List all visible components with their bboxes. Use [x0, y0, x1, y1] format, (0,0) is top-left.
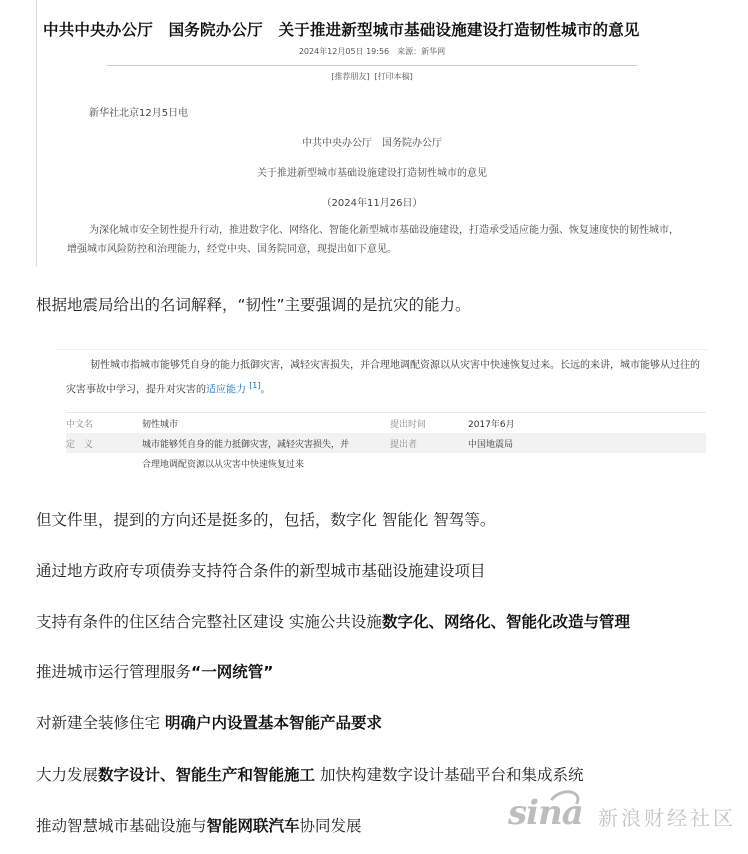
point-item: 大力发展数字设计、智能生产和智能施工 加快构建数字设计基础平台和集成系统: [36, 766, 584, 784]
intro-paragraph: 为深化城市安全韧性提升行动，推进数字化、网络化、智能化新型城市基础设施建设，打造承受适应能力强、恢复速度快的韧性城市，增强城市风险防控和治理能力，经党中央、国务院同意，现提出如下意见。: [67, 225, 679, 255]
article-screenshot: [36, 0, 707, 266]
comment-text: 根据地震局给出的名词解释，“韧性”主要强调的是抗灾的能力。: [36, 296, 471, 314]
doc-title: 关于推进新型城市基础设施建设打造韧性城市的意见: [257, 168, 487, 179]
info-row: 定 义 城市能够凭自身的能力抵御灾害，减轻灾害损失，并 提出者 中国地震局: [66, 433, 706, 453]
info-row: 中文名 韧性城市 提出时间 2017年6月: [66, 420, 515, 430]
point-item: 推动智慧城市基础设施与智能网联汽车协同发展: [36, 817, 362, 835]
comment-text: 但文件里，提到的方向还是挺多的，包括，数字化 智能化 智驾等。: [36, 511, 496, 529]
doc-date: （2024年11月26日）: [321, 198, 423, 209]
article-tools: [37, 71, 707, 82]
issuer: 中共中央办公厅 国务院办公厅: [302, 138, 442, 149]
recommend-link[interactable]: [推荐朋友]: [331, 72, 370, 81]
article-meta: 2024年12月05日 19:56 来源：新华网: [298, 47, 446, 56]
info-row: 合理地调配资源以从灾害中快速恢复过来: [142, 460, 305, 470]
reference-mark[interactable]: [1]: [249, 381, 261, 390]
point-item: 通过地方政府专项债券支持符合条件的新型城市基础设施建设项目: [36, 562, 486, 580]
sina-watermark: [508, 793, 738, 839]
watermark-text: 新浪财经社区: [598, 806, 736, 830]
print-link[interactable]: [打印本稿]: [374, 72, 413, 81]
encyclopedia-snippet: [56, 349, 708, 475]
definition-paragraph: 韧性城市指城市能够凭自身的能力抵御灾害，减轻灾害损失，并合理地调配资源以从灾害中快速恢复过来。长远的来讲，城市能够从过往的灾害事故中学习，提升对灾害的适应能力 [1]。: [66, 360, 700, 396]
divider: [107, 65, 637, 66]
point-item: 支持有条件的住区结合完整社区建设 实施公共设施数字化、网络化、智能化改造与管理: [36, 613, 630, 631]
point-item: 对新建全装修住宅 明确户内设置基本智能产品要求: [36, 714, 382, 732]
article-title: 中共中央办公厅 国务院办公厅 关于推进新型城市基础设施建设打造韧性城市的意见: [43, 21, 640, 39]
adaptability-link[interactable]: 适应能力: [206, 384, 246, 396]
dateline: 新华社北京12月5日电: [89, 108, 189, 119]
point-item: 推进城市运行管理服务“一网统管”: [36, 663, 274, 681]
sina-logo-icon: sina: [508, 793, 583, 833]
